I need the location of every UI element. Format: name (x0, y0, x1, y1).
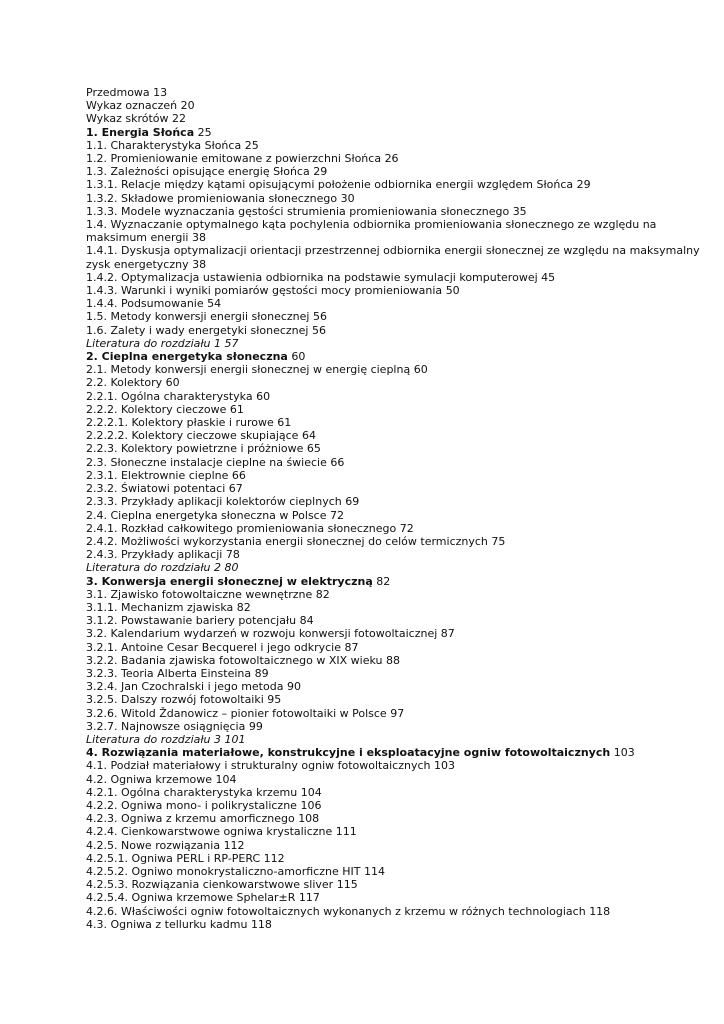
toc-entry (86, 825, 716, 838)
toc-entry (86, 310, 716, 323)
toc-entry (86, 786, 716, 799)
toc-entry-page: 25 (197, 125, 212, 139)
toc-entry-page: 112 (223, 838, 245, 852)
toc-entry-page: 78 (225, 548, 240, 562)
toc-entry-page: 60 (413, 363, 428, 377)
toc-entry-title: 1. Energia Słońca (86, 125, 195, 139)
toc-entry-title: 2.4.1. Rozkład całkowitego promieniowania słonecznego (86, 521, 397, 535)
toc-entry-title: 4.2.5.2. Ogniwo monokrystaliczno-amorficzne HIT (86, 864, 361, 878)
toc-entry-title: 4.2.1. Ogólna charakterystyka krzemu (86, 785, 298, 799)
toc-entry-page: 87 (440, 627, 455, 641)
toc-entry (86, 522, 716, 535)
toc-entry-page: 25 (244, 138, 259, 152)
toc-entry (86, 205, 716, 218)
toc-entry-title: 4.2.3. Ogniwa z krzemu amorficznego (86, 812, 295, 826)
toc-entry-page: 118 (589, 904, 611, 918)
toc-entry-title: 3.1.2. Powstawanie bariery potencjału (86, 614, 297, 628)
toc-entry (86, 86, 716, 99)
toc-entry (86, 469, 716, 482)
toc-entry-title: 3.1. Zjawisko fotowoltaiczne wewnętrzne (86, 587, 313, 601)
toc-entry-title: 4.2.6. Właściwości ogniw fotowoltaicznych wykonanych z krzemu w różnych technologiach (86, 904, 586, 918)
toc-chapter-heading (86, 350, 716, 363)
toc-entry (86, 376, 716, 389)
toc-entry (86, 720, 716, 733)
toc-entry-title: Literatura do rozdziału 2 (86, 561, 221, 575)
toc-entry-title: 3.2.2. Badania zjawiska fotowoltaicznego w XIX wieku (86, 653, 383, 667)
toc-bibliography-entry (86, 733, 716, 746)
toc-entry-page: 88 (385, 653, 400, 667)
toc-entry (86, 99, 716, 112)
toc-entry-page: 29 (313, 165, 328, 179)
toc-entry (86, 680, 716, 693)
toc-entry (86, 363, 716, 376)
toc-entry-page: 97 (390, 706, 405, 720)
toc-entry-title: 1.1. Charakterystyka Słońca (86, 138, 242, 152)
toc-entry-page: 118 (250, 917, 272, 931)
toc-entry (86, 548, 716, 561)
toc-entry-page: 89 (254, 666, 269, 680)
toc-entry-title: 2.3.2. Światowi potentaci (86, 482, 226, 496)
toc-entry (86, 284, 716, 297)
toc-entry-page: 106 (300, 798, 322, 812)
toc-entry (86, 178, 716, 191)
toc-entry-page: 61 (277, 416, 292, 430)
toc-entry (86, 271, 716, 284)
toc-entry (86, 456, 716, 469)
toc-entry (86, 588, 716, 601)
toc-entry-page: 117 (298, 891, 320, 905)
toc-entry (86, 693, 716, 706)
toc-entry-page: 101 (224, 732, 246, 746)
toc-entry-title: 2.3.3. Przykłady aplikacji kolektorów cieplnych (86, 495, 342, 509)
toc-entry-page: 82 (236, 600, 251, 614)
toc-entry-title: 1.4.4. Podsumowanie (86, 297, 204, 311)
toc-entry-title: Literatura do rozdziału 3 (86, 732, 221, 746)
toc-entry (86, 852, 716, 865)
toc-entry-title: 2.4.3. Przykłady aplikacji (86, 548, 223, 562)
toc-entry-page: 64 (301, 429, 316, 443)
toc-entry-page: 67 (228, 482, 243, 496)
toc-entry (86, 627, 716, 640)
toc-entry-title: 1.4.3. Warunki i wyniki pomiarów gęstości mocy promieniowania (86, 284, 443, 298)
toc-entry-page: 104 (300, 785, 322, 799)
toc-entry-title: 1.2. Promieniowanie emitowane z powierzchni Słońca (86, 152, 382, 166)
toc-entry-page: 13 (153, 86, 168, 99)
toc-entry-title: 4.2.5.4. Ogniwa krzemowe Sphelar±R (86, 891, 296, 905)
toc-entry (86, 495, 716, 508)
toc-entry (86, 759, 716, 772)
toc-entry-page: 26 (384, 152, 399, 166)
toc-entry (86, 641, 716, 654)
toc-entry (86, 297, 716, 310)
toc-entry-page: 61 (229, 402, 244, 416)
toc-entry-page: 60 (256, 389, 271, 403)
toc-entry-page: 38 (192, 257, 207, 271)
toc-entry (86, 799, 716, 812)
toc-entry-page: 20 (180, 99, 195, 113)
toc-entry-title: 2. Cieplna energetyka słoneczna (86, 350, 288, 364)
toc-entry-page: 30 (340, 191, 355, 205)
toc-entry-page: 65 (306, 442, 321, 456)
toc-entry (86, 905, 716, 918)
toc-entry-page: 50 (445, 284, 460, 298)
toc-entry-page: 115 (336, 878, 358, 892)
table-of-contents (86, 86, 716, 931)
toc-entry-page: 103 (434, 759, 455, 773)
toc-entry-title: Literatura do rozdziału 1 (86, 336, 221, 350)
toc-entry-title: 1.3.2. Składowe promieniowania słonecznego (86, 191, 338, 205)
toc-entry-page: 72 (399, 521, 414, 535)
toc-entry (86, 667, 716, 680)
toc-entry-title: 1.3.3. Modele wyznaczania gęstości strumienia promieniowania słonecznego (86, 204, 510, 218)
toc-entry-title: 2.1. Metody konwersji energii słonecznej w energię cieplną (86, 363, 411, 377)
toc-entry-title: Przedmowa (86, 86, 150, 99)
toc-entry-page: 69 (345, 495, 360, 509)
toc-entry (86, 812, 716, 825)
toc-entry-page: 60 (291, 350, 306, 364)
toc-entry-page: 90 (286, 680, 301, 694)
toc-entry-page: 104 (215, 772, 237, 786)
toc-entry (86, 139, 716, 152)
toc-entry (86, 654, 716, 667)
toc-entry-title: 4.2. Ogniwa krzemowe (86, 772, 213, 786)
toc-entry-title: Wykaz oznaczeń (86, 99, 178, 113)
toc-entry-title: 4.1. Podział materiałowy i strukturalny ogniw fotowoltaicznych (86, 759, 431, 773)
toc-entry (86, 918, 716, 931)
toc-entry-title: 3.2.4. Jan Czochralski i jego metoda (86, 680, 284, 694)
toc-entry-page: 114 (363, 864, 385, 878)
toc-entry (86, 509, 716, 522)
toc-entry (86, 707, 716, 720)
toc-entry-title: 3.2. Kalendarium wydarzeń w rozwoju konwersji fotowoltaicznej (86, 627, 438, 641)
toc-entry-page: 84 (299, 614, 314, 628)
toc-entry (86, 773, 716, 786)
toc-entry-title: 4.2.5.1. Ogniwa PERL i RP-PERC (86, 851, 261, 865)
toc-entry-title: 1.3. Zależności opisujące energię Słońca (86, 165, 310, 179)
toc-entry-title: 3.2.5. Dalszy rozwój fotowoltaiki (86, 693, 264, 707)
toc-chapter-heading (86, 126, 716, 139)
toc-entry (86, 535, 716, 548)
toc-entry-title: 1.5. Metody konwersji energii słonecznej (86, 310, 310, 324)
toc-entry-title: 4.2.2. Ogniwa mono- i polikrystaliczne (86, 798, 297, 812)
toc-entry-title: 4.2.5.3. Rozwiązania cienkowarstwowe sliver (86, 878, 334, 892)
toc-entry-page: 66 (231, 468, 246, 482)
toc-entry (86, 442, 716, 455)
toc-entry-title: Wykaz skrótów (86, 112, 169, 126)
toc-entry-title: 2.2.2.2. Kolektory cieczowe skupiające (86, 429, 299, 443)
toc-entry-title: 3.2.6. Witold Ždanowicz – pionier fotowoltaiki w Polsce (86, 706, 387, 720)
toc-entry (86, 403, 716, 416)
toc-entry-title: 2.2.2.1. Kolektory płaskie i rurowe (86, 416, 274, 430)
toc-entry-page: 29 (576, 178, 591, 192)
toc-entry-page: 103 (613, 746, 635, 760)
toc-entry (86, 878, 716, 891)
toc-chapter-heading (86, 575, 716, 588)
toc-entry-page: 38 (191, 231, 206, 245)
toc-entry (86, 112, 716, 125)
toc-entry (86, 482, 716, 495)
toc-entry-page: 108 (298, 812, 320, 826)
toc-entry-page: 111 (335, 825, 357, 839)
toc-entry-title: 4. Rozwiązania materiałowe, konstrukcyjne i eksploatacyjne ogniw fotowoltaicznych (86, 746, 611, 760)
toc-entry-page: 57 (224, 336, 239, 350)
toc-entry-title: 1.6. Zalety i wady energetyki słonecznej (86, 323, 309, 337)
toc-entry-title: 3.1.1. Mechanizm zjawiska (86, 600, 234, 614)
toc-entry-page: 54 (207, 297, 222, 311)
toc-entry-title: 4.3. Ogniwa z tellurku kadmu (86, 917, 248, 931)
toc-entry-title: 2.4.2. Możliwości wykorzystania energii słonecznej do celów termicznych (86, 534, 488, 548)
toc-entry-page: 56 (311, 323, 326, 337)
toc-entry (86, 891, 716, 904)
toc-entry-page: 75 (491, 534, 506, 548)
toc-entry-page: 95 (267, 693, 282, 707)
toc-entry-page: 72 (330, 508, 344, 522)
toc-entry (86, 839, 716, 852)
toc-entry (86, 429, 716, 442)
toc-entry-page: 22 (172, 112, 187, 126)
toc-entry-page: 35 (512, 204, 527, 218)
toc-entry-page: 66 (330, 455, 345, 469)
toc-entry-page: 82 (376, 574, 391, 588)
toc-entry-title: 2.2.3. Kolektory powietrzne i próżniowe (86, 442, 304, 456)
toc-entry-title: 2.4. Cieplna energetyka słoneczna w Polsce (86, 508, 327, 522)
toc-chapter-heading (86, 746, 716, 759)
toc-entry-title: 2.3.1. Elektrownie cieplne (86, 468, 229, 482)
toc-bibliography-entry (86, 337, 716, 350)
toc-entry (86, 390, 716, 403)
toc-entry (86, 601, 716, 614)
toc-entry (86, 218, 716, 244)
toc-entry (86, 165, 716, 178)
toc-entry-title: 3.2.7. Najnowsze osiągnięcia (86, 719, 246, 733)
toc-entry-page: 60 (165, 376, 180, 390)
toc-entry-title: 2.3. Słoneczne instalacje cieplne na świecie (86, 455, 327, 469)
toc-entry-page: 80 (224, 561, 239, 575)
toc-entry (86, 192, 716, 205)
toc-entry-title: 1.4.2. Optymalizacja ustawienia odbiornika na podstawie symulacji komputerowej (86, 270, 538, 284)
toc-entry-page: 112 (263, 851, 285, 865)
toc-entry (86, 324, 716, 337)
toc-entry-page: 87 (344, 640, 359, 654)
toc-entry-page: 45 (541, 270, 556, 284)
toc-entry-title: 2.2.2. Kolektory cieczowe (86, 402, 227, 416)
toc-entry-title: 1.4.1. Dyskusja optymalizacji orientacji przestrzennej odbiornika energii słonecznej ze względu na maksymalny zysk energetyczny (86, 244, 700, 271)
toc-entry-title: 1.3.1. Relacje między kątami opisującymi położenie odbiornika energii względem Słońca (86, 178, 574, 192)
toc-entry (86, 416, 716, 429)
toc-entry-page: 99 (248, 719, 263, 733)
toc-entry-page: 56 (312, 310, 327, 324)
toc-entry-title: 1.4. Wyznaczanie optymalnego kąta pochylenia odbiornika promieniowania słonecznego ze względu na maksimum energii (86, 218, 657, 245)
toc-entry-title: 3.2.3. Teoria Alberta Einsteina (86, 666, 252, 680)
toc-entry (86, 152, 716, 165)
toc-entry (86, 865, 716, 878)
toc-entry (86, 614, 716, 627)
toc-entry-title: 4.2.4. Cienkowarstwowe ogniwa krystaliczne (86, 825, 333, 839)
toc-entry-title: 4.2.5. Nowe rozwiązania (86, 838, 221, 852)
toc-entry-page: 82 (315, 587, 330, 601)
toc-entry-title: 2.2. Kolektory (86, 376, 163, 390)
toc-entry-title: 3.2.1. Antoine Cesar Becquerel i jego odkrycie (86, 640, 342, 654)
toc-bibliography-entry (86, 561, 716, 574)
toc-entry (86, 244, 716, 270)
toc-entry-title: 2.2.1. Ogólna charakterystyka (86, 389, 253, 403)
toc-entry-title: 3. Konwersja energii słonecznej w elektryczną (86, 574, 373, 588)
